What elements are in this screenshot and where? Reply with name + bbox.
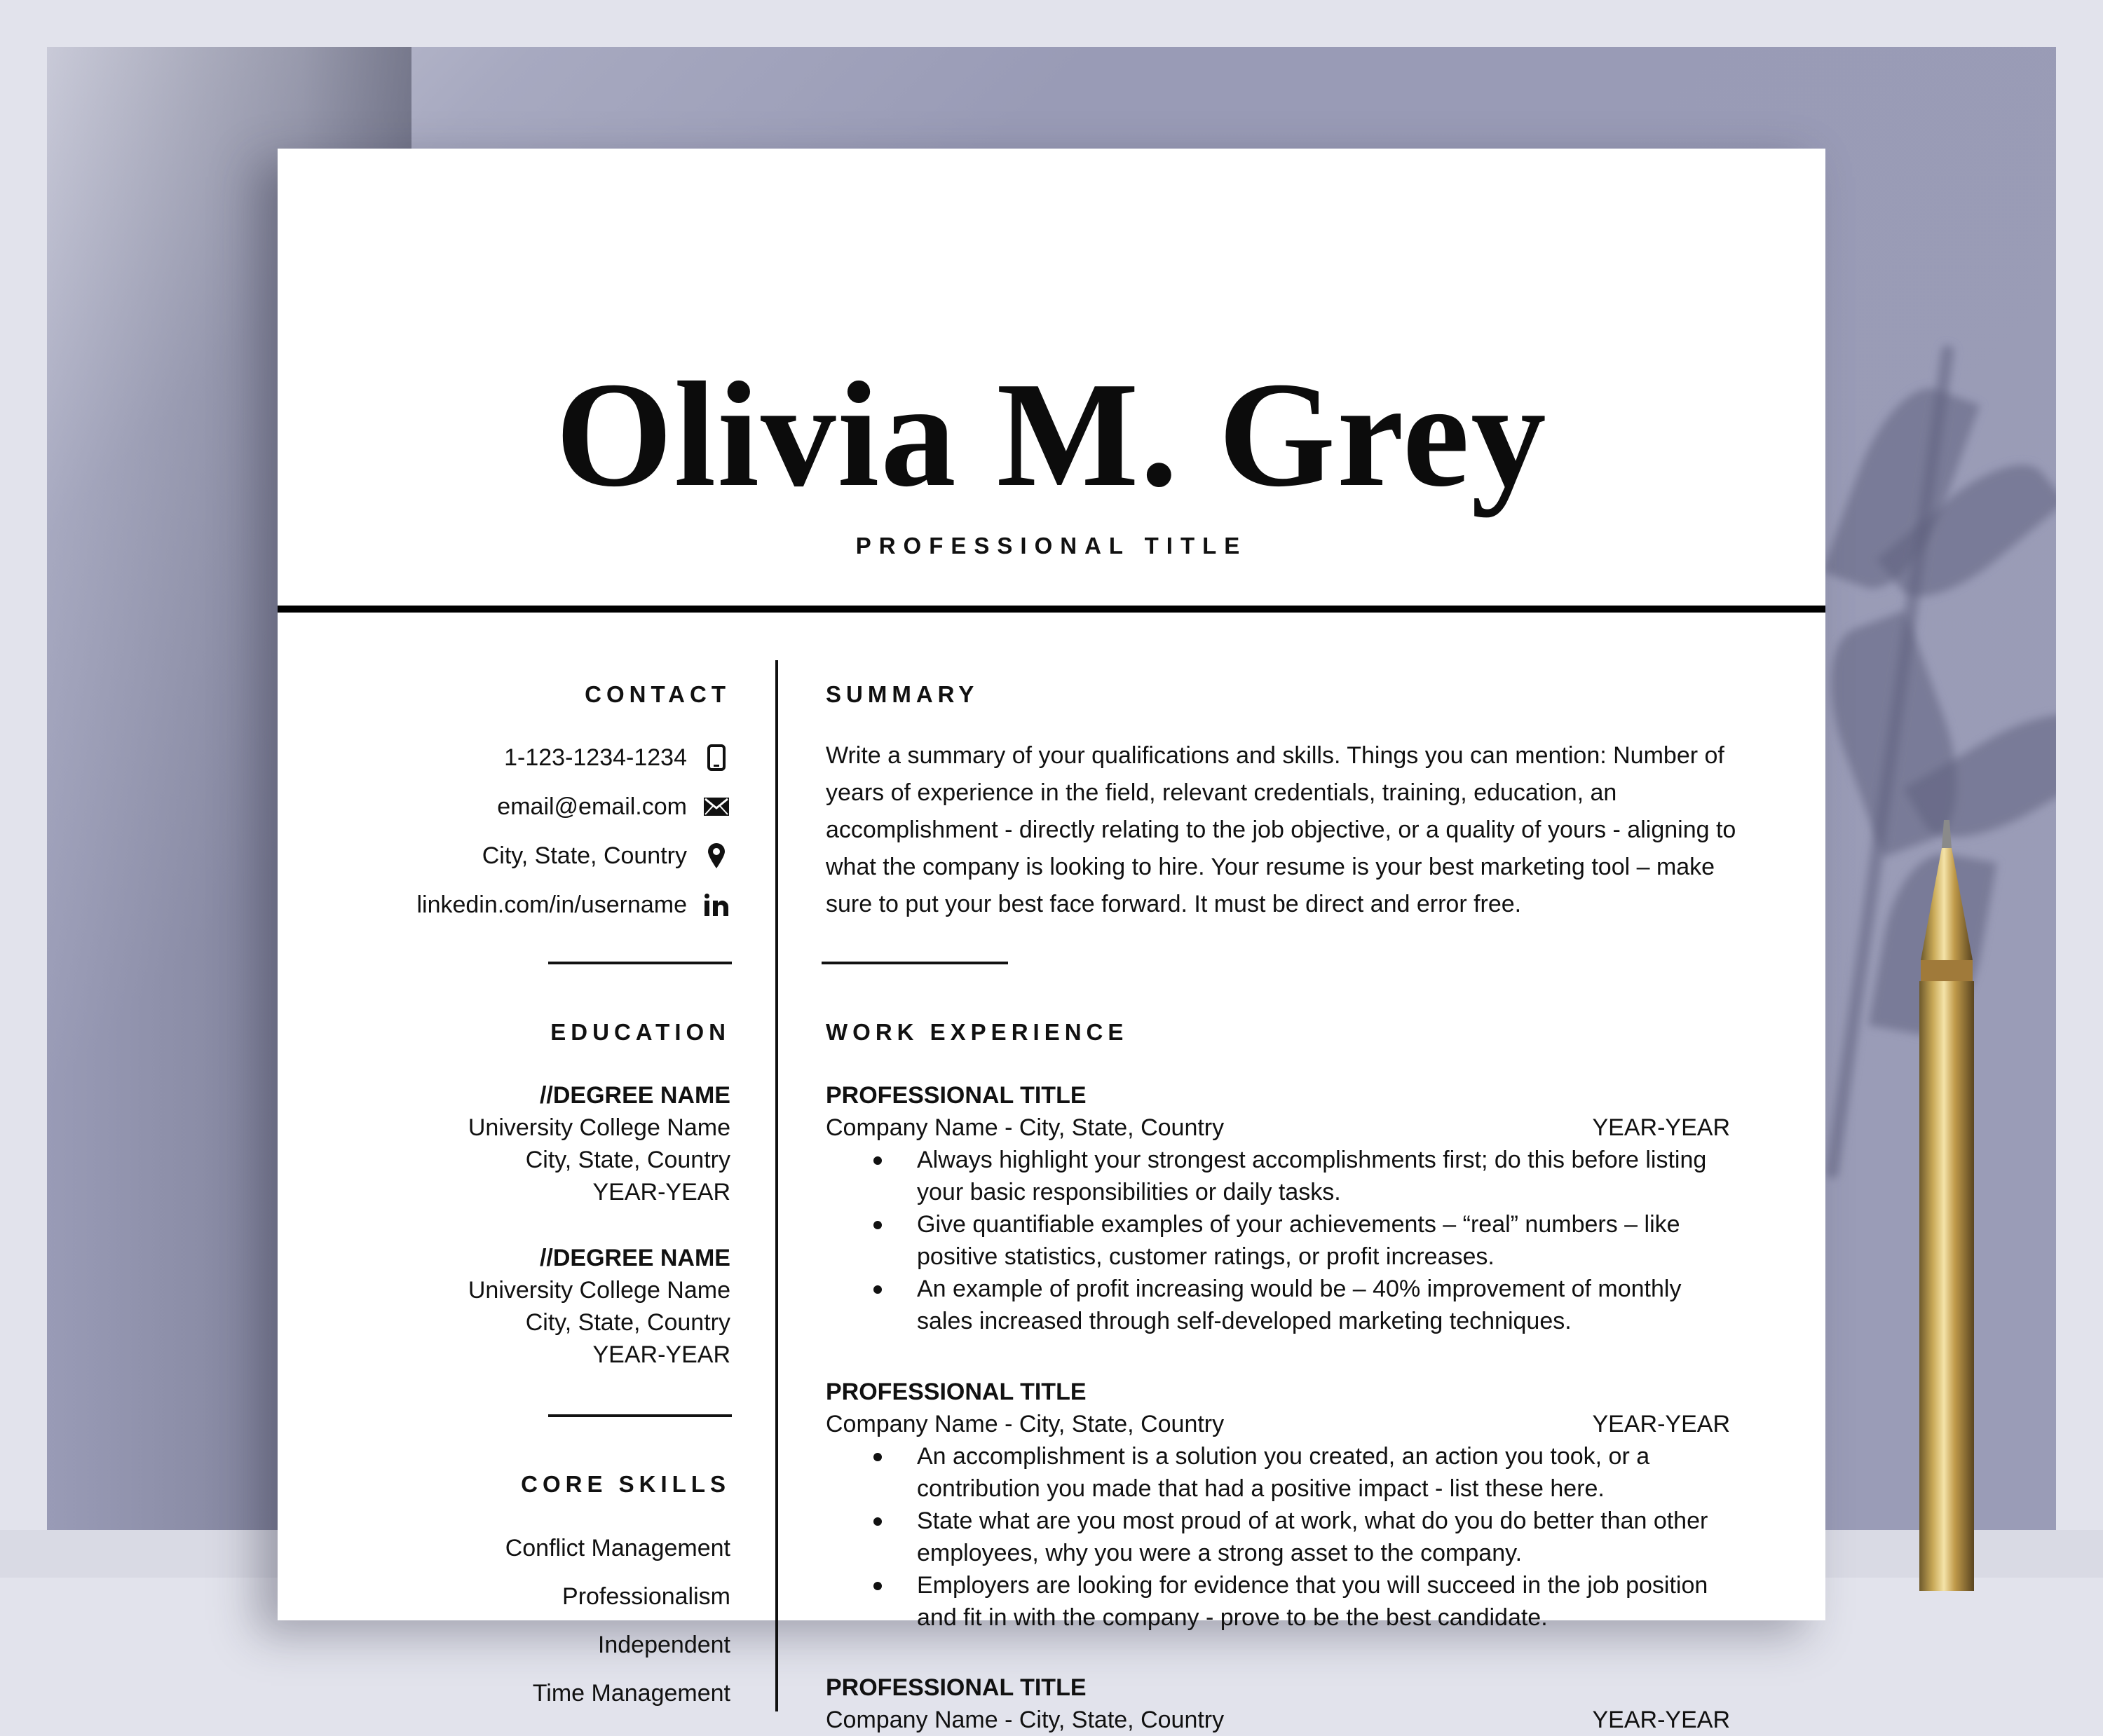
job-company: Company Name - City, State, Country bbox=[826, 1707, 1225, 1733]
summary-text: Write a summary of your qualifications and skills. Things you can mention: Number of years of experience in the field, relevant credentials, training, education, an accomplishment - directly relating to the job objective, or a quality of yours - aligning to what the company is looking to hire. Your resume is your best marketing tool – make sure to put your best face forward. It must be direct and error free. bbox=[826, 742, 1736, 917]
skill-item: Professionalism bbox=[562, 1583, 730, 1610]
skill-item: Time Management bbox=[532, 1680, 730, 1707]
pen-decoration bbox=[1908, 820, 1985, 1591]
job-bullet: An example of profit increasing would be – 40% improvement of monthly sales increased through self-developed marketing techniques. bbox=[917, 1273, 1730, 1337]
contact-location: City, State, Country bbox=[482, 839, 730, 873]
degree-name: //DEGREE NAME bbox=[539, 1245, 730, 1271]
degree-name: //DEGREE NAME bbox=[539, 1082, 730, 1109]
school-location: City, State, Country bbox=[525, 1147, 730, 1173]
envelope-icon bbox=[702, 793, 730, 821]
column-divider bbox=[775, 660, 778, 1711]
header-divider bbox=[278, 606, 1825, 613]
contact-heading: CONTACT bbox=[585, 681, 730, 707]
school-years: YEAR-YEAR bbox=[592, 1179, 730, 1205]
education-entry bbox=[468, 1079, 730, 1208]
skill-item: Independent bbox=[597, 1632, 730, 1658]
linkedin-icon bbox=[702, 891, 730, 919]
school-location: City, State, Country bbox=[525, 1309, 730, 1336]
job-bullet: An accomplishment is a solution you created, an action you took, or a contribution you made that had a positive impact - list these here. bbox=[917, 1440, 1730, 1505]
resume-title: PROFESSIONAL TITLE bbox=[855, 533, 1248, 559]
education-entry bbox=[468, 1242, 730, 1371]
job-company: Company Name - City, State, Country bbox=[826, 1411, 1225, 1437]
contact-email: email@email.com bbox=[497, 790, 730, 823]
work-heading: WORK EXPERIENCE bbox=[826, 1019, 1129, 1045]
skills-heading: CORE SKILLS bbox=[521, 1471, 730, 1497]
job-entry bbox=[826, 1672, 1730, 1736]
job-bullets bbox=[826, 1144, 1730, 1337]
job-title: PROFESSIONAL TITLE bbox=[826, 1082, 1087, 1109]
job-company-row bbox=[826, 1112, 1730, 1144]
job-entry bbox=[826, 1376, 1730, 1634]
school-name: University College Name bbox=[468, 1277, 730, 1304]
summary-divider bbox=[822, 962, 1008, 964]
job-bullet: Employers are looking for evidence that you will succeed in the job position and fit in with the company - prove to be the best candidate. bbox=[917, 1569, 1730, 1634]
job-company-row bbox=[826, 1408, 1730, 1440]
job-company-row bbox=[826, 1704, 1730, 1736]
job-company: Company Name - City, State, Country bbox=[826, 1114, 1225, 1141]
job-title: PROFESSIONAL TITLE bbox=[826, 1674, 1087, 1701]
job-entry bbox=[826, 1079, 1730, 1337]
job-bullet: Give quantifiable examples of your achievements – “real” numbers – like positive statistics, customer ratings, or profit increases. bbox=[917, 1208, 1730, 1273]
job-bullets bbox=[826, 1440, 1730, 1634]
education-heading: EDUCATION bbox=[550, 1019, 730, 1045]
summary-heading: SUMMARY bbox=[826, 681, 979, 707]
job-bullet: State what are you most proud of at work, what do you do better than other employees, why you were a strong asset to the company. bbox=[917, 1505, 1730, 1569]
job-years: YEAR-YEAR bbox=[1592, 1707, 1730, 1733]
contact-linkedin: linkedin.com/in/username bbox=[416, 888, 730, 922]
resume-page bbox=[278, 149, 1825, 1733]
contact-phone: 1-123-1234-1234 bbox=[504, 741, 730, 774]
education-divider bbox=[548, 1414, 732, 1417]
phone-icon bbox=[702, 744, 730, 772]
school-name: University College Name bbox=[468, 1114, 730, 1141]
location-pin-icon bbox=[702, 842, 730, 870]
school-years: YEAR-YEAR bbox=[592, 1341, 730, 1368]
job-bullet: Always highlight your strongest accomplishments first; do this before listing your basic responsibilities or daily tasks. bbox=[917, 1144, 1730, 1208]
job-title: PROFESSIONAL TITLE bbox=[826, 1379, 1087, 1405]
job-years: YEAR-YEAR bbox=[1592, 1114, 1730, 1141]
contact-divider bbox=[548, 962, 732, 964]
job-years: YEAR-YEAR bbox=[1592, 1411, 1730, 1437]
skill-item: Conflict Management bbox=[505, 1535, 730, 1561]
resume-name: Olivia M. Grey bbox=[555, 350, 1548, 518]
